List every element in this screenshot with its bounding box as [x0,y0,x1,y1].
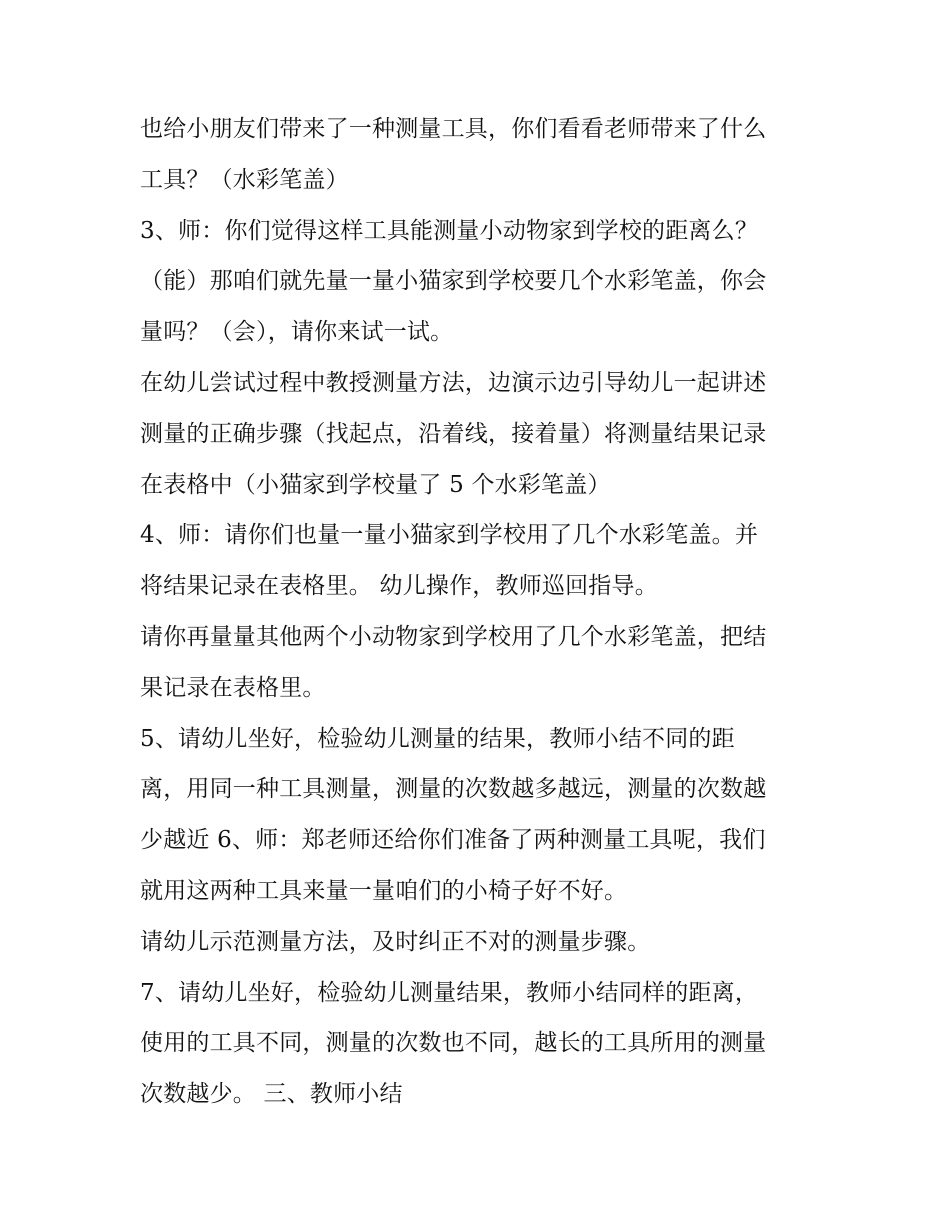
text-line: 3、师：你们觉得这样工具能测量小动物家到学校的距离么？ [140,217,759,244]
text-line: 7、请幼儿坐好，检验幼儿测量结果，教师小结同样的距离， [140,979,759,1006]
text-line: 就用这两种工具来量一量咱们的小椅子好不好。 [140,877,628,904]
text-line: 使用的工具不同，测量的次数也不同，越长的工具所用的测量 [140,1030,767,1057]
text-line: 请你再量量其他两个小动物家到学校用了几个水彩笔盖，把结 [140,623,767,650]
text-line: 请幼儿示范测量方法，及时纠正不对的测量步骤。 [140,928,651,955]
text-line: 在表格中（小猫家到学校量了 5 个水彩笔盖） [140,471,611,498]
text-line: 5、请幼儿坐好，检验幼儿测量的结果，教师小结不同的距 [140,725,735,752]
text-line: （能）那咱们就先量一量小猫家到学校要几个水彩笔盖，你会 [140,268,767,295]
text-line: 测量的正确步骤（找起点，沿着线，接着量）将测量结果记录 [140,420,767,447]
text-line: 量吗？（会），请你来试一试。 [140,319,454,346]
text-line: 次数越少。 三、教师小结 [140,1081,403,1108]
text-line: 在幼儿尝试过程中教授测量方法，边演示边引导幼儿一起讲述 [140,369,767,396]
text-line: 将结果记录在表格里。 幼儿操作，教师巡回指导。 [140,573,658,600]
text-line: 果记录在表格里。 [140,674,326,701]
text-line: 也给小朋友们带来了一种测量工具，你们看看老师带来了什么 [140,116,767,142]
document-body [140,104,830,1120]
text-line: 工具？（水彩笔盖） [140,166,349,193]
text-line: 少越近 6、师：郑老师还给你们准备了两种测量工具呢，我们 [140,827,766,854]
text-line: 4、师：请你们也量一量小猫家到学校用了几个水彩笔盖。并 [140,522,759,549]
text-line: 离，用同一种工具测量，测量的次数越多越远，测量的次数越 [140,776,767,803]
